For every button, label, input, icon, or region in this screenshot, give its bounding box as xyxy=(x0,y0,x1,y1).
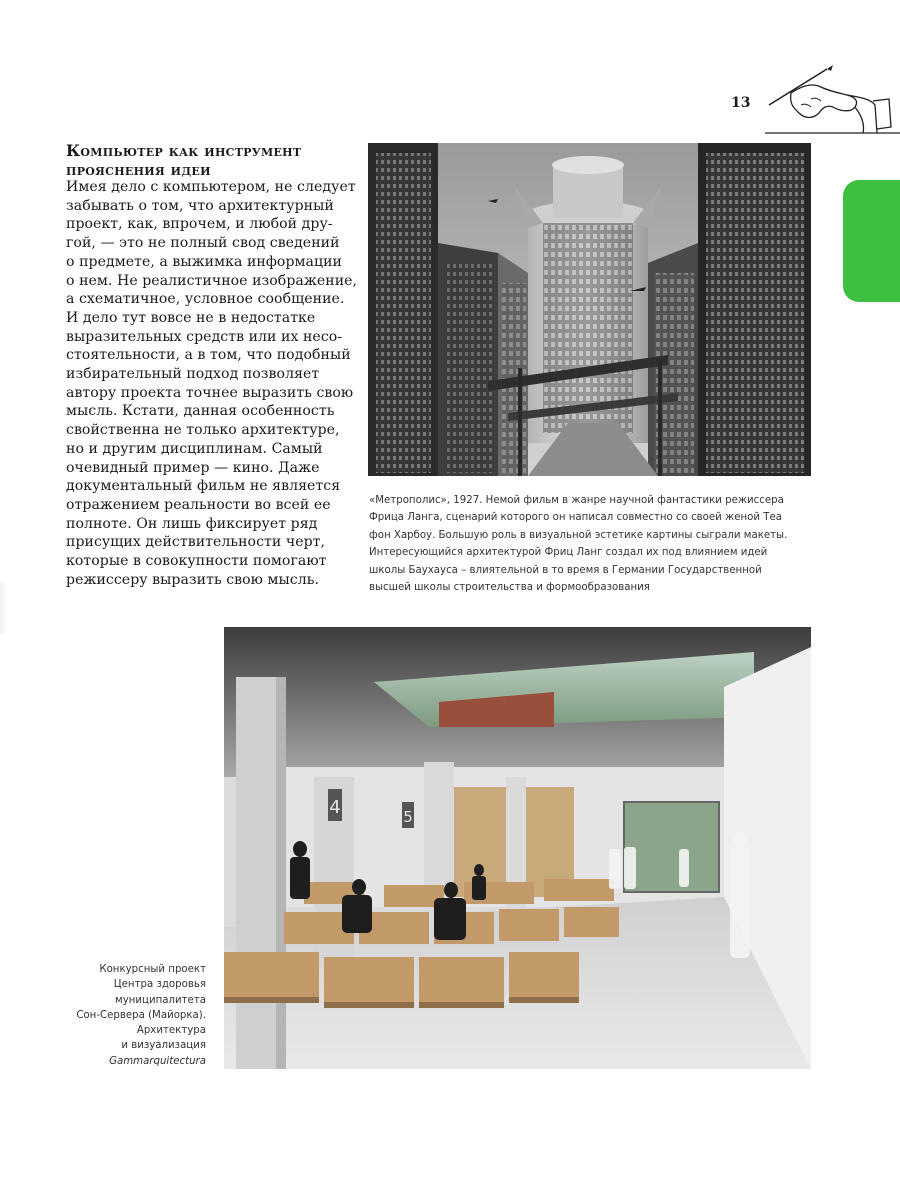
waiting-hall-render xyxy=(224,627,811,1069)
caption-line: и визуализация xyxy=(121,1040,206,1052)
text-line: очевидный пример — кино. Даже xyxy=(66,459,320,476)
caption-line: Фрица Ланга, сценарий которого он написал совместно со своей женой Теа xyxy=(369,512,782,524)
text-line: режиссеру выразить свою мысль. xyxy=(66,571,319,588)
render-caption xyxy=(40,962,206,1069)
text-line: стоятельности, а в том, что подобный xyxy=(66,347,351,364)
text-line: но и другим дисциплинам. Самый xyxy=(66,440,323,457)
text-line: присущих действительности черт, xyxy=(66,534,326,551)
caption-line: Интересующийся архитектурой Фриц Ланг создал их под влиянием идей xyxy=(369,547,768,559)
text-line: о предмете, а выжимка информации xyxy=(66,253,342,270)
metropolis-photo xyxy=(368,143,811,476)
heading-line: Компьютер как инструмент xyxy=(66,141,302,160)
room-number-5: 5 xyxy=(403,808,413,826)
metropolis-image xyxy=(368,143,811,476)
text-line: забывать о том, что архитектурный xyxy=(66,197,334,214)
hand-pencil-icon xyxy=(755,55,900,140)
caption-line: Центра здоровья xyxy=(113,979,206,991)
text-line: полноте. Он лишь фиксирует ряд xyxy=(66,515,318,532)
text-line: выразительных средств или их несо- xyxy=(66,328,343,345)
text-line: которые в совокупности помогают xyxy=(66,553,327,570)
text-line: свойственна не только архитектуре, xyxy=(66,422,340,439)
metropolis-caption xyxy=(369,492,809,596)
caption-line: муниципалитета xyxy=(115,994,206,1006)
text-line: документальный фильм не является xyxy=(66,478,341,495)
caption-line: «Метрополис», 1927. Немой фильм в жанре научной фантастики режиссера xyxy=(369,495,784,506)
text-line: мысль. Кстати, данная особенность xyxy=(66,403,335,420)
render-image xyxy=(224,627,811,1069)
page-edge-mark xyxy=(0,582,8,634)
heading-line: прояснения идеи xyxy=(66,160,211,179)
caption-line: фон Харбоу. Большую роль в визуальной эстетике картины сыграли макеты. xyxy=(369,529,788,541)
text-line: гой, — это не полный свод сведений xyxy=(66,235,340,252)
section-heading xyxy=(66,141,336,179)
text-line: а схематичное, условное сообщение. xyxy=(66,291,345,308)
page-number: 13 xyxy=(731,95,751,111)
caption-line: школы Баухауса – влиятельной в то время в Германии Государственной xyxy=(369,564,762,576)
text-line: проект, как, впрочем, и любой дру- xyxy=(66,216,333,233)
caption-author: Gammarquitectura xyxy=(109,1055,206,1067)
caption-line: высшей школы строительства и формообразования xyxy=(369,582,650,594)
chapter-tab xyxy=(843,180,900,302)
caption-line: Сон-Сервера (Майорка). xyxy=(76,1009,206,1021)
text-line: Имея дело с компьютером, не следует xyxy=(66,179,356,195)
room-number-4: 4 xyxy=(329,797,341,818)
text-line: автору проекта точнее выразить свою xyxy=(66,384,354,401)
text-line: о нем. Не реалистичное изображение, xyxy=(66,272,358,289)
text-line: И дело тут вовсе не в недостатке xyxy=(66,309,316,326)
text-line: избирательный подход позволяет xyxy=(66,366,320,383)
body-paragraph xyxy=(66,178,358,589)
text-line: отражением реальности во всей ее xyxy=(66,496,331,513)
caption-line: Архитектура xyxy=(136,1025,206,1037)
caption-line: Конкурсный проект xyxy=(99,964,206,975)
